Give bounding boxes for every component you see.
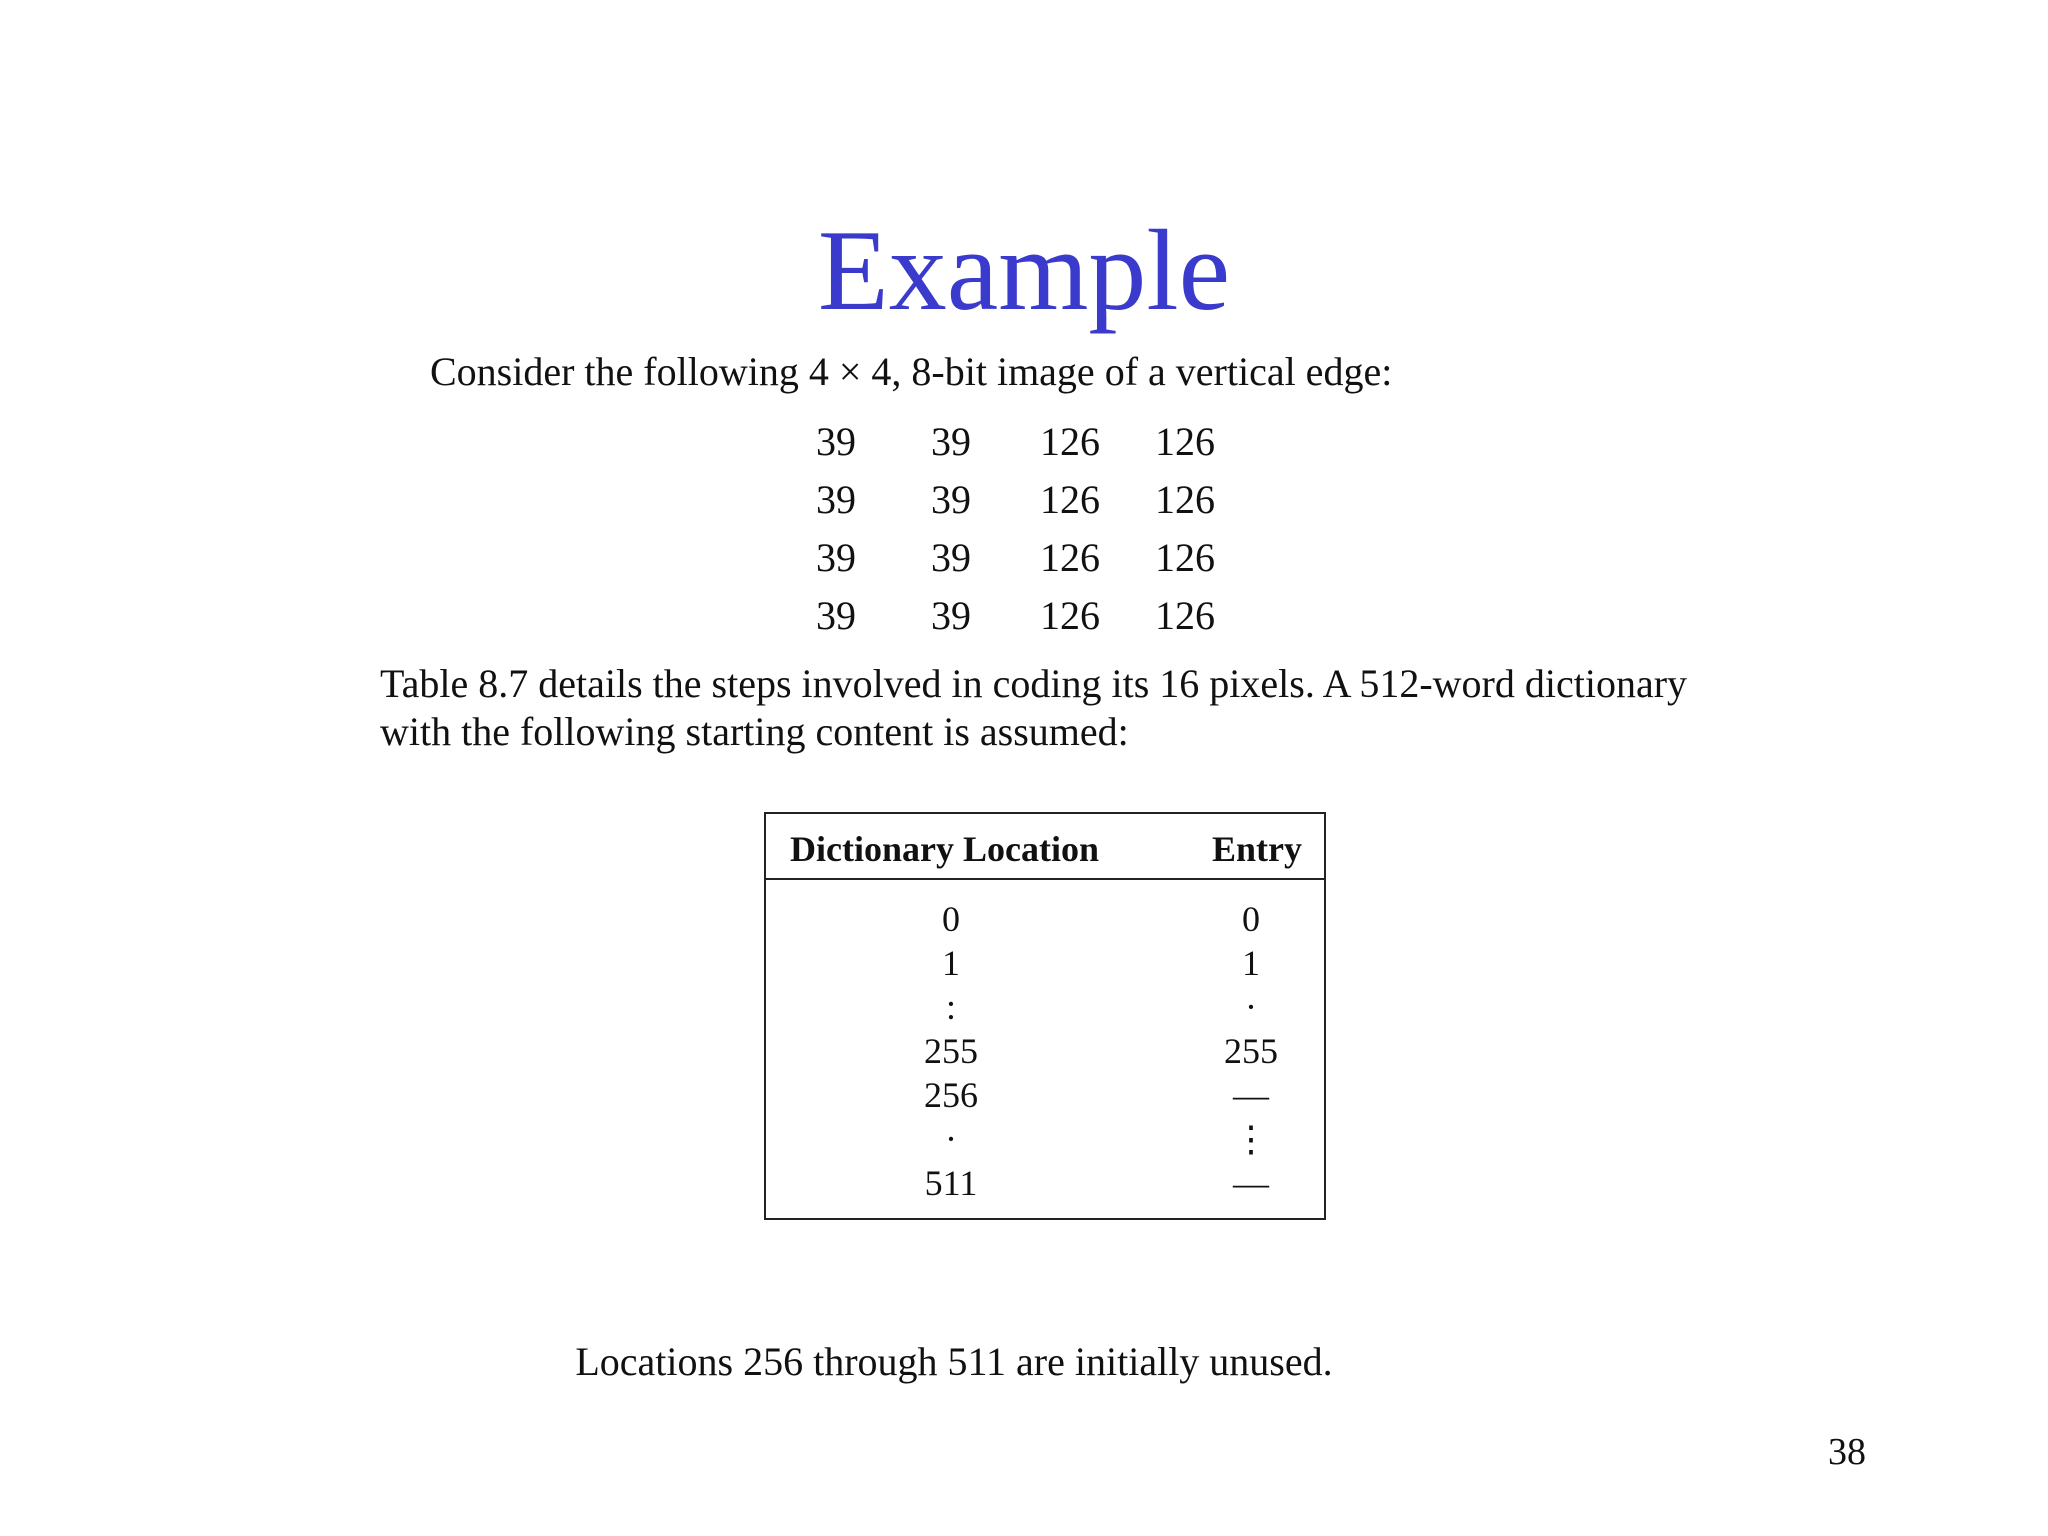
- matrix-row: [780, 528, 1240, 586]
- matrix-cell: 126: [1155, 476, 1215, 522]
- table-row: [766, 942, 1324, 986]
- matrix-cell: 126: [1040, 418, 1100, 464]
- table-row: [766, 1162, 1324, 1206]
- location-cell: 255: [924, 1031, 978, 1071]
- matrix-cell: 39: [816, 592, 856, 638]
- table-row: [766, 986, 1324, 1030]
- matrix-cell: 126: [1155, 592, 1215, 638]
- header-entry: Entry: [1212, 829, 1302, 869]
- location-cell: :: [945, 987, 956, 1027]
- matrix-cell: 39: [816, 476, 856, 522]
- footnote-text: Locations 256 through 511 are initially unused.: [575, 1339, 1333, 1384]
- matrix-cell: 126: [1040, 592, 1100, 638]
- location-cell: 256: [924, 1075, 978, 1115]
- table-row: [766, 1030, 1324, 1074]
- dictionary-table-header: [766, 814, 1324, 880]
- matrix-cell: 126: [1040, 476, 1100, 522]
- matrix-cell: 39: [931, 592, 971, 638]
- image-matrix: [780, 412, 1240, 644]
- description-paragraph: [380, 660, 1740, 756]
- matrix-cell: 126: [1155, 534, 1215, 580]
- matrix-cell: 126: [1040, 534, 1100, 580]
- description-line-2: with the following starting content is assumed:: [380, 709, 1129, 754]
- matrix-row: [780, 412, 1240, 470]
- intro-text: Consider the following 4 × 4, 8-bit image of a vertical edge:: [430, 349, 1393, 394]
- matrix-cell: 126: [1155, 418, 1215, 464]
- header-dictionary-location: Dictionary Location: [790, 829, 1099, 869]
- location-cell: 1: [942, 943, 960, 983]
- dictionary-table: [764, 812, 1326, 1220]
- entry-cell: 255: [1224, 1031, 1278, 1071]
- table-row: [766, 1074, 1324, 1118]
- entry-cell: —: [1233, 1163, 1269, 1203]
- matrix-row: [780, 586, 1240, 644]
- location-cell: ·: [945, 1119, 957, 1159]
- entry-cell: —: [1233, 1075, 1269, 1115]
- location-cell: 511: [924, 1163, 978, 1203]
- table-row: [766, 898, 1324, 942]
- matrix-cell: 39: [816, 418, 856, 464]
- description-line-1: Table 8.7 details the steps involved in coding its 16 pixels. A 512-word dictionary: [380, 661, 1688, 706]
- matrix-cell: 39: [931, 476, 971, 522]
- matrix-cell: 39: [816, 534, 856, 580]
- page-number: 38: [1828, 1431, 1866, 1473]
- slide-title: Example: [817, 207, 1231, 335]
- location-cell: 0: [942, 899, 960, 939]
- entry-cell: 0: [1242, 899, 1260, 939]
- matrix-row: [780, 470, 1240, 528]
- entry-cell: 1: [1242, 943, 1260, 983]
- matrix-cell: 39: [931, 418, 971, 464]
- entry-cell: ·: [1245, 987, 1257, 1027]
- table-row: [766, 1118, 1324, 1162]
- entry-cell: ⋮: [1233, 1119, 1269, 1159]
- matrix-cell: 39: [931, 534, 971, 580]
